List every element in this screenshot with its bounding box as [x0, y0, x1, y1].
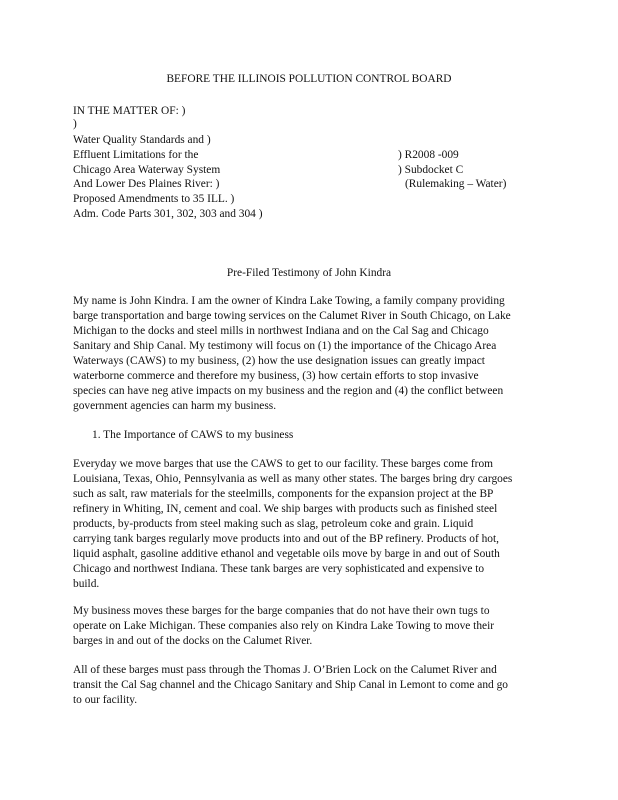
paragraph-line: barges in and out of the docks on the Calumet River. [73, 635, 313, 647]
paragraph-line: products, by-products from steel making such as slag, petroleum coke and grain. Liquid [73, 518, 474, 530]
caption-line: Chicago Area Waterway System [73, 164, 221, 176]
paragraph-line: government agencies can harm my business. [73, 400, 277, 412]
paragraph-line: My name is John Kindra. I am the owner of Kindra Lake Towing, a family company providing [73, 295, 505, 307]
caption-line: Proposed Amendments to 35 ILL. ) [73, 193, 235, 205]
paragraph-line: operate on Lake Michigan. These companies also rely on Kindra Lake Towing to move their [73, 620, 495, 632]
board-heading: BEFORE THE ILLINOIS POLLUTION CONTROL BOARD [166, 73, 452, 85]
docket-number: ) R2008 -009 [398, 149, 459, 161]
paragraph-line: Michigan to the docks and steel mills in northwest Indiana and on the Cal Sag and Chicago [73, 325, 489, 337]
paragraph-line: Everyday we move barges that use the CAWS to get to our facility. These barges come from [73, 458, 493, 470]
paragraph-line: waterborne commerce and therefore my business, (3) how certain efforts to stop invasive [73, 370, 479, 382]
body-paragraph [73, 457, 553, 592]
paragraph-line: build. [73, 578, 100, 590]
paragraph-line: Waterways (CAWS) to my business, (2) how the use designation issues can greatly impact [73, 355, 485, 367]
paragraph-line: species can have neg ative impacts on my business and the region and (4) the conflict between [73, 385, 504, 397]
subdocket: ) Subdocket C [398, 164, 464, 176]
rulemaking-type: (Rulemaking – Water) [405, 178, 507, 190]
paragraph-line: All of these barges must pass through the Thomas J. O’Brien Lock on the Calumet River and [73, 664, 497, 676]
document-title: Pre-Filed Testimony of John Kindra [226, 267, 392, 279]
paragraph-line: barge transportation and barge towing services on the Calumet River in South Chicago, on Lake [73, 310, 511, 322]
caption-line: Adm. Code Parts 301, 302, 303 and 304 ) [73, 208, 263, 220]
caption-line: And Lower Des Plaines River: ) [73, 178, 220, 190]
paragraph-line: liquid asphalt, gasoline additive ethanol and vegetable oils move by barge in and out of South [73, 548, 500, 560]
paragraph-line: Chicago and northwest Indiana. These tank barges are very sophisticated and expensive to [73, 563, 485, 575]
body-paragraph [73, 604, 553, 649]
intro-paragraph [73, 294, 553, 414]
paragraph-line: carrying tank barges regularly move products into and out of the BP refinery. Products of hot, [73, 533, 499, 545]
caption-line: Effluent Limitations for the [73, 149, 199, 161]
paragraph-line: Sanitary and Ship Canal. My testimony will focus on (1) the importance of the Chicago Area [73, 340, 497, 352]
caption-line: Water Quality Standards and ) [73, 134, 211, 146]
caption-line: ) [73, 118, 77, 130]
paragraph-line: to our facility. [73, 694, 138, 706]
body-paragraph [73, 663, 553, 708]
paragraph-line: refinery in Whiting, IN, cement and coal. We ship barges with products such as finished steel [73, 503, 498, 515]
paragraph-line: transit the Cal Sag channel and the Chicago Sanitary and Ship Canal in Lemont to come and go [73, 679, 508, 691]
section-heading: 1. The Importance of CAWS to my business [92, 429, 294, 441]
paragraph-line: Louisiana, Texas, Ohio, Pennsylvania as well as many other states. The barges bring dry cargoes [73, 473, 513, 485]
paragraph-line: such as salt, raw materials for the steelmills, components for the expansion project at the BP [73, 488, 494, 500]
paragraph-line: My business moves these barges for the barge companies that do not have their own tugs to [73, 605, 490, 617]
caption-line: IN THE MATTER OF: ) [73, 105, 186, 117]
